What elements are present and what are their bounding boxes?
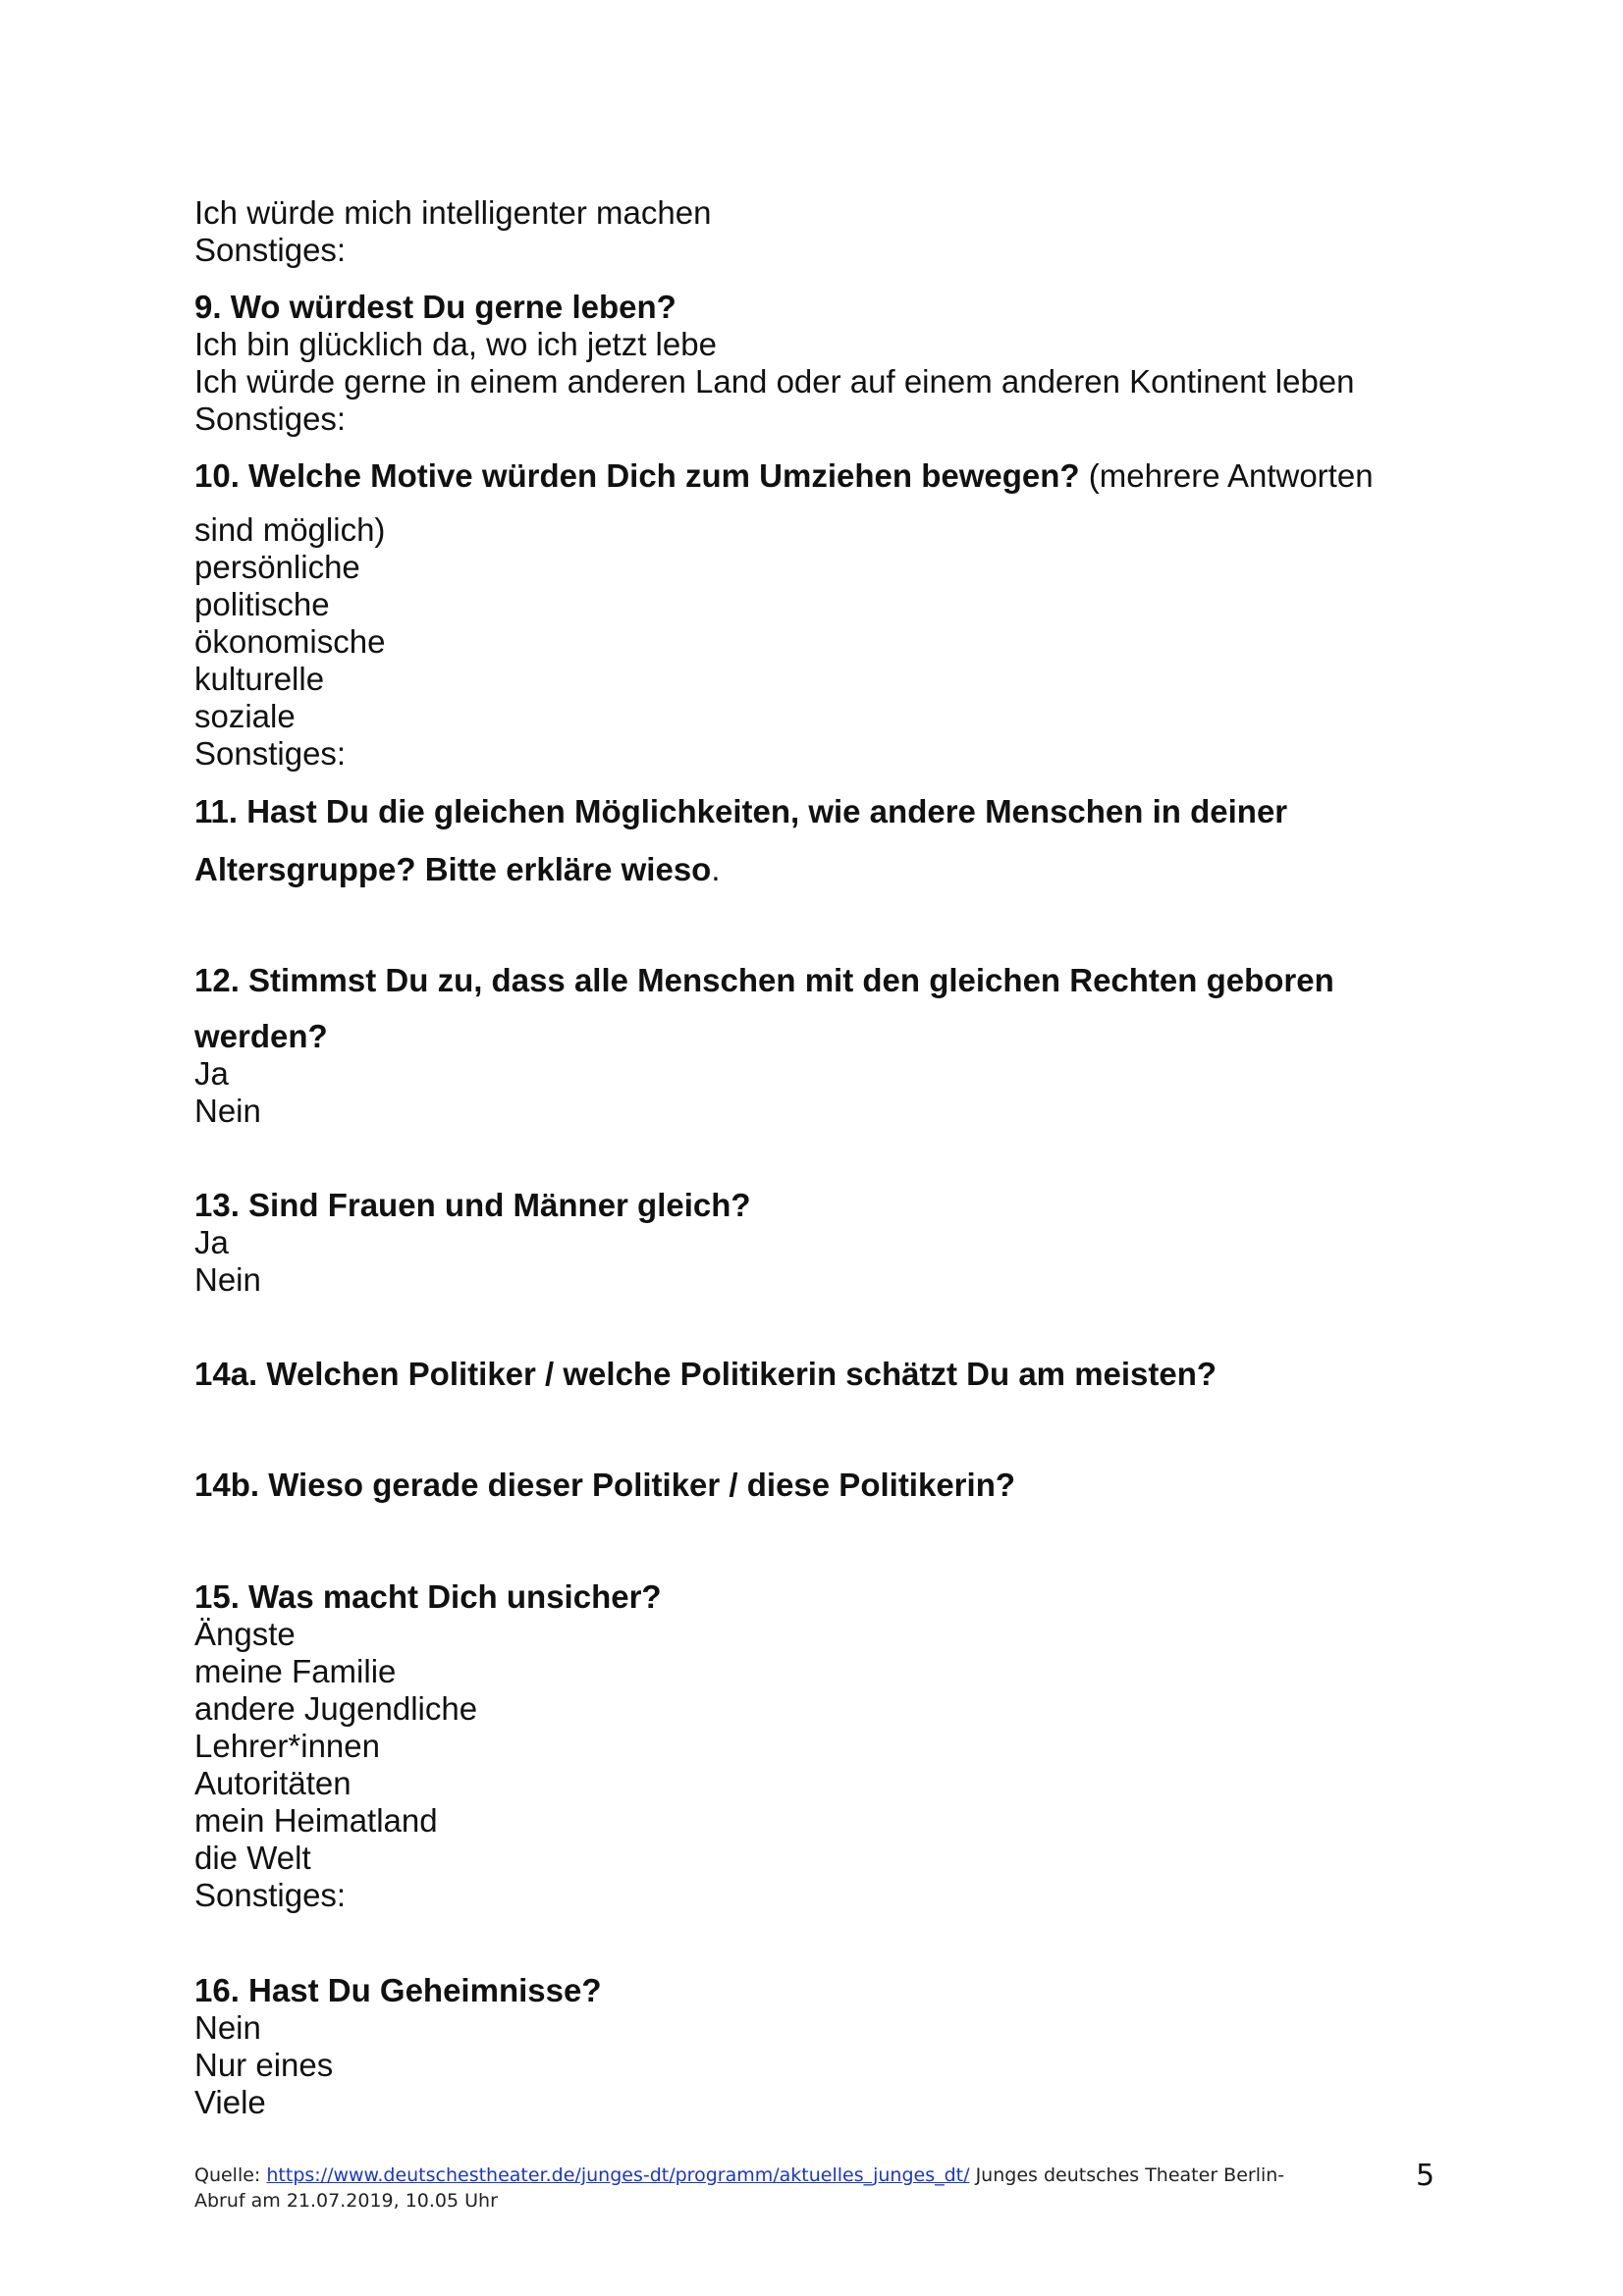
question-10-title [194,457,1374,495]
question-11-line-2-text: Altersgruppe? Bitte erkläre wieso [194,851,712,887]
option-text: Ängste [194,1616,296,1652]
question-12-line-1: 12. Stimmst Du zu, dass alle Menschen mit den gleichen Rechten geboren [194,962,1334,998]
option-text: mein Heimatland [194,1802,438,1839]
option-text: persönliche [194,549,360,585]
question-12-line-2: werden? [194,1018,328,1054]
footer-source-link[interactable]: https://www.deutschestheater.de/junges-dt/programm/aktuelles_junges_dt/ [266,2164,970,2186]
question-11-period: . [711,851,721,887]
option-text: Nein [194,1261,261,1298]
option-text: Autoritäten [194,1765,352,1801]
option-text: Nein [194,2009,261,2046]
option-text: die Welt [194,1840,311,1876]
option-text: Sonstiges: [194,400,347,437]
option-text: ökonomische [194,623,386,660]
option-text: Sonstiges: [194,735,347,772]
page-footer [194,2163,1284,2214]
question-10-note: (mehrere Antworten [1079,457,1374,494]
question-9-title: 9. Wo würdest Du gerne leben? [194,289,676,325]
option-text: Lehrer*innen [194,1728,380,1764]
option-text: meine Familie [194,1653,397,1689]
question-11-line-2 [194,851,721,888]
option-text: soziale [194,698,296,734]
option-text: Viele [194,2084,266,2120]
option-text: Ich würde gerne in einem anderen Land oder auf einem anderen Kontinent leben [194,363,1355,400]
footer-access-date: Abruf am 21.07.2019, 10.05 Uhr [194,2190,498,2212]
option-text: Nur eines [194,2047,334,2083]
question-11-line-1: 11. Hast Du die gleichen Möglichkeiten, wie andere Menschen in deiner [194,793,1288,829]
question-14a-title: 14a. Welchen Politiker / welche Politikerin schätzt Du am meisten? [194,1356,1217,1392]
question-14b-title: 14b. Wieso gerade dieser Politiker / diese Politikerin? [194,1467,1016,1503]
question-13-title: 13. Sind Frauen und Männer gleich? [194,1187,751,1223]
option-text: andere Jugendliche [194,1690,478,1727]
option-text: Ja [194,1224,229,1260]
option-text: Ja [194,1055,229,1092]
footer-source-label: Quelle: [194,2164,267,2186]
option-text: politische [194,586,330,622]
footer-source-line [194,2163,1284,2188]
option-text: Ich würde mich intelligenter machen [194,194,712,231]
option-text: Ich bin glücklich da, wo ich jetzt lebe [194,326,717,362]
option-text: kulturelle [194,661,325,697]
option-text: Sonstiges: [194,232,347,268]
page-number: 5 [1416,2159,1435,2193]
option-text: Sonstiges: [194,1877,347,1913]
question-16-title: 16. Hast Du Geheimnisse? [194,1972,602,2008]
footer-source-suffix: Junges deutsches Theater Berlin- [969,2164,1285,2186]
question-15-title: 15. Was macht Dich unsicher? [194,1578,662,1615]
question-10-title-text: 10. Welche Motive würden Dich zum Umziehen bewegen? [194,457,1080,494]
question-10-note-continued: sind möglich) [194,511,386,548]
option-text: Nein [194,1093,261,1129]
